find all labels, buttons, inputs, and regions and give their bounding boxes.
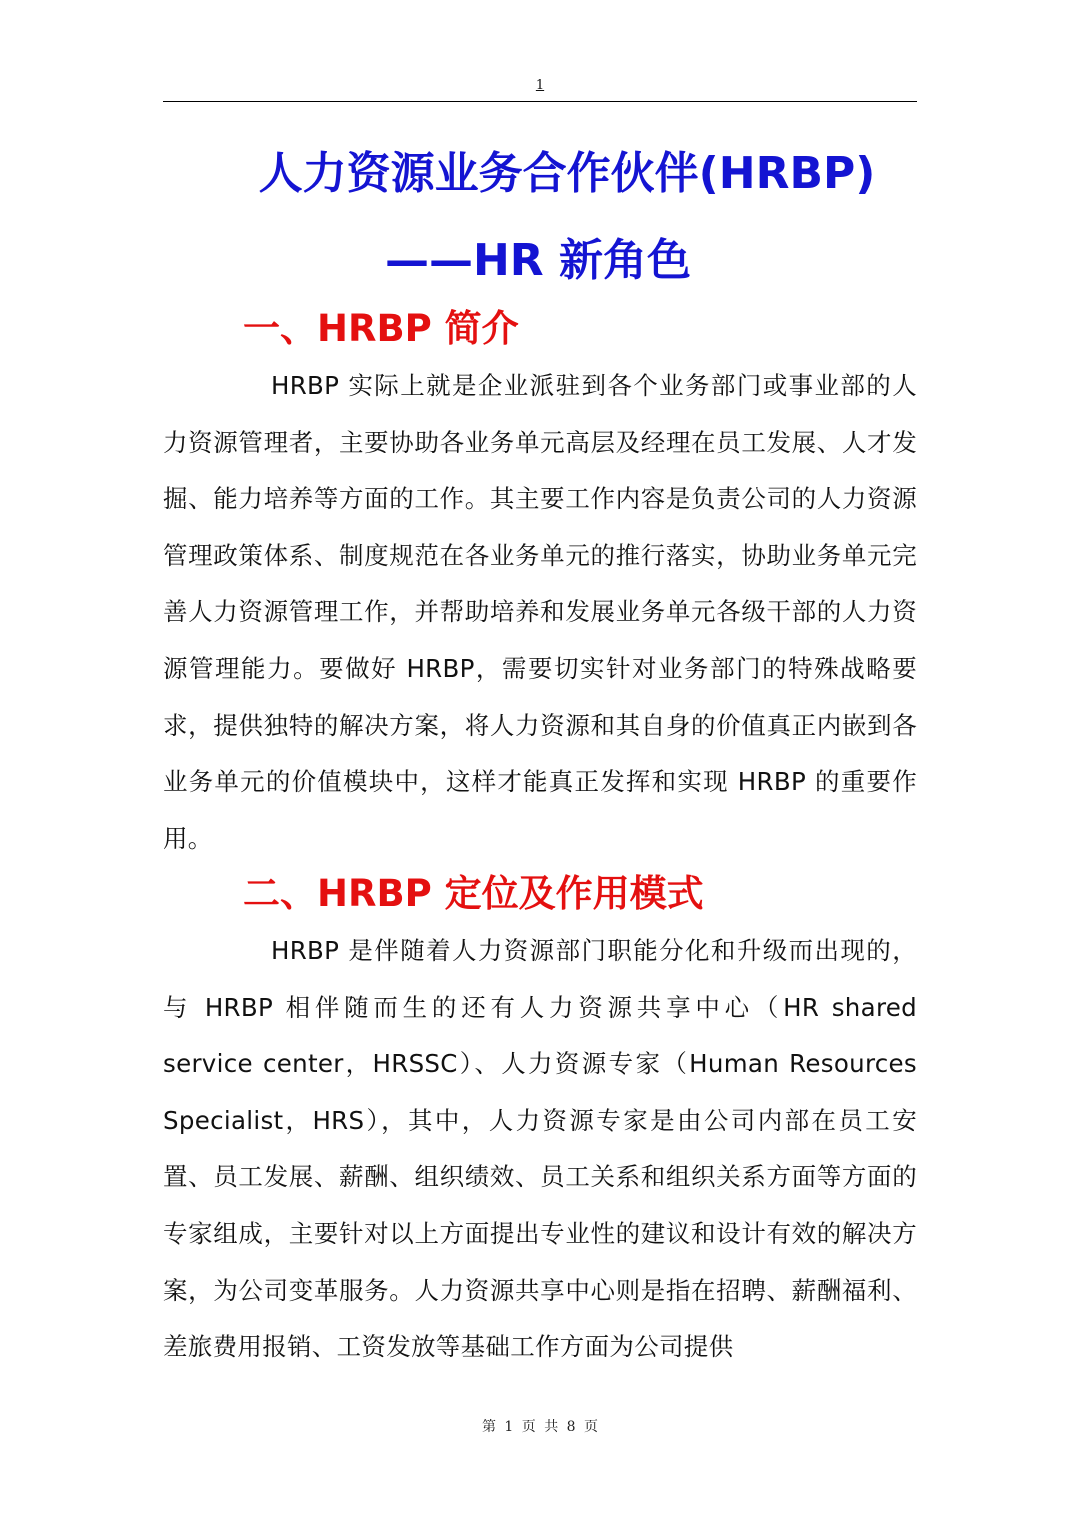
section-heading-intro: 一、HRBP 简介 <box>243 307 519 350</box>
section-paragraph-intro: HRBP 实际上就是企业派驻到各个业务部门或事业部的人力资源管理者，主要协助各业务单元高层及经理在员工发展、人才发掘、能力培养等方面的工作。其主要工作内容是负责公司的人力资源管理政策体系、制度规范在各业务单元的推行落实，协助业务单元完善人力资源管理工作，并帮助培养和发展业务单元各级干部的人力资源管理能力。要做好 HRBP，需要切实针对业务部门的特殊战略要求，提供独特的解决方案，将人力资源和其自身的价值真正内嵌到各业务单元的价值模块中，这样才能真正发挥和实现 HRBP 的重要作用。 <box>163 371 917 853</box>
header-page-number: 1 <box>535 78 545 93</box>
section-heading-positioning: 二、HRBP 定位及作用模式 <box>243 872 704 915</box>
document-subtitle: ——HR 新角色 <box>384 235 692 286</box>
header-rule <box>163 101 917 102</box>
document-title: 人力资源业务合作伙伴(HRBP) <box>258 148 876 199</box>
page-footer: 第 1 页 共 8 页 <box>481 1419 599 1435</box>
section-paragraph-positioning: HRBP 是伴随着人力资源部门职能分化和升级而出现的，与 HRBP 相伴随而生的还有人力资源共享中心（HR shared service center，HRSSC）、人力资源专家（Human Resources Specialist，HRS），其中，人力资源专家是由公司内部在员工安置、员工发展、薪酬、组织绩效、员工关系和组织关系方面等方面的专家组成，主要针对以上方面提出专业性的建议和设计有效的解决方案，为公司变革服务。人力资源共享中心则是指在招聘、薪酬福利、差旅费用报销、工资发放等基础工作方面为公司提供 <box>163 936 917 1362</box>
